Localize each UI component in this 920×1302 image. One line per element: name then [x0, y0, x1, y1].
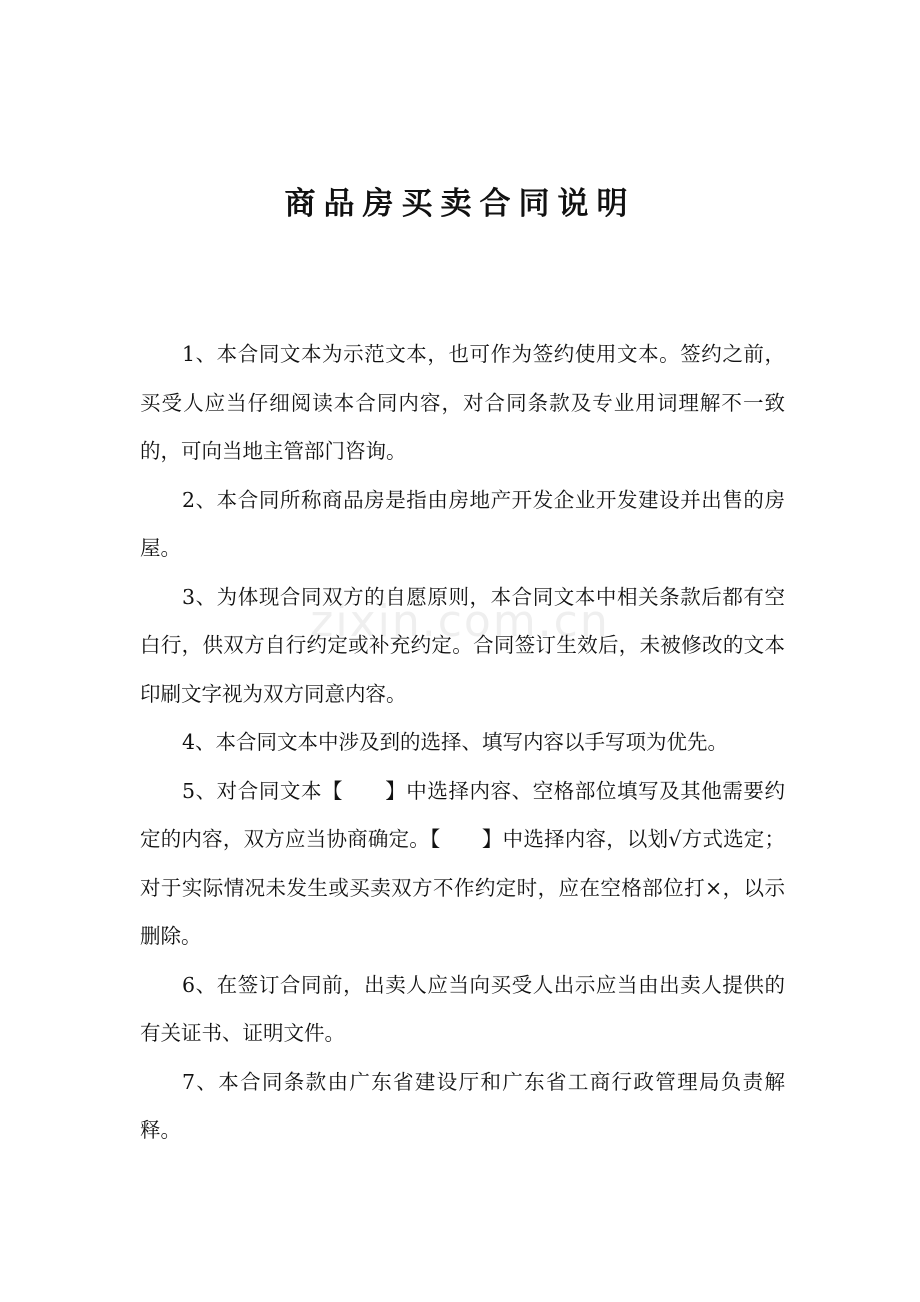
watermark: zixin.com.cn — [310, 596, 610, 647]
page-title: 商品房买卖合同说明 — [284, 186, 636, 222]
paragraph-7: 7、本合同条款由广东省建设厅和广东省工商行政管理局负责解释。 — [140, 1069, 785, 1142]
paragraph-1: 1、本合同文本为示范文本，也可作为签约使用文本。签约之前，买受人应当仔细阅读本合同内容，对合同条款及专业用词理解不一致的，可向当地主管部门咨询。 — [140, 342, 785, 463]
paragraph-3: 3、为体现合同双方的自愿原则，本合同文本中相关条款后都有空白行，供双方自行约定或补充约定。合同签订生效后，未被修改的文本印刷文字视为双方同意内容。 — [140, 584, 785, 706]
document-body — [140, 330, 785, 1155]
paragraph-4: 4、本合同文本中涉及到的选择、填写内容以手写项为优先。 — [182, 730, 729, 754]
paragraph-5: 5、对合同文本【 】中选择内容、空格部位填写及其他需要约定的内容，双方应当协商确定。【 】中选择内容，以划√方式选定；对于实际情况未发生或买卖双方不作约定时，应在空格部位打×，以示删除。 — [140, 778, 785, 948]
paragraph-2: 2、本合同所称商品房是指由房地产开发企业开发建设并出售的房屋。 — [140, 487, 785, 560]
paragraph-6: 6、在签订合同前，出卖人应当向买受人出示应当由出卖人提供的有关证书、证明文件。 — [140, 972, 785, 1045]
